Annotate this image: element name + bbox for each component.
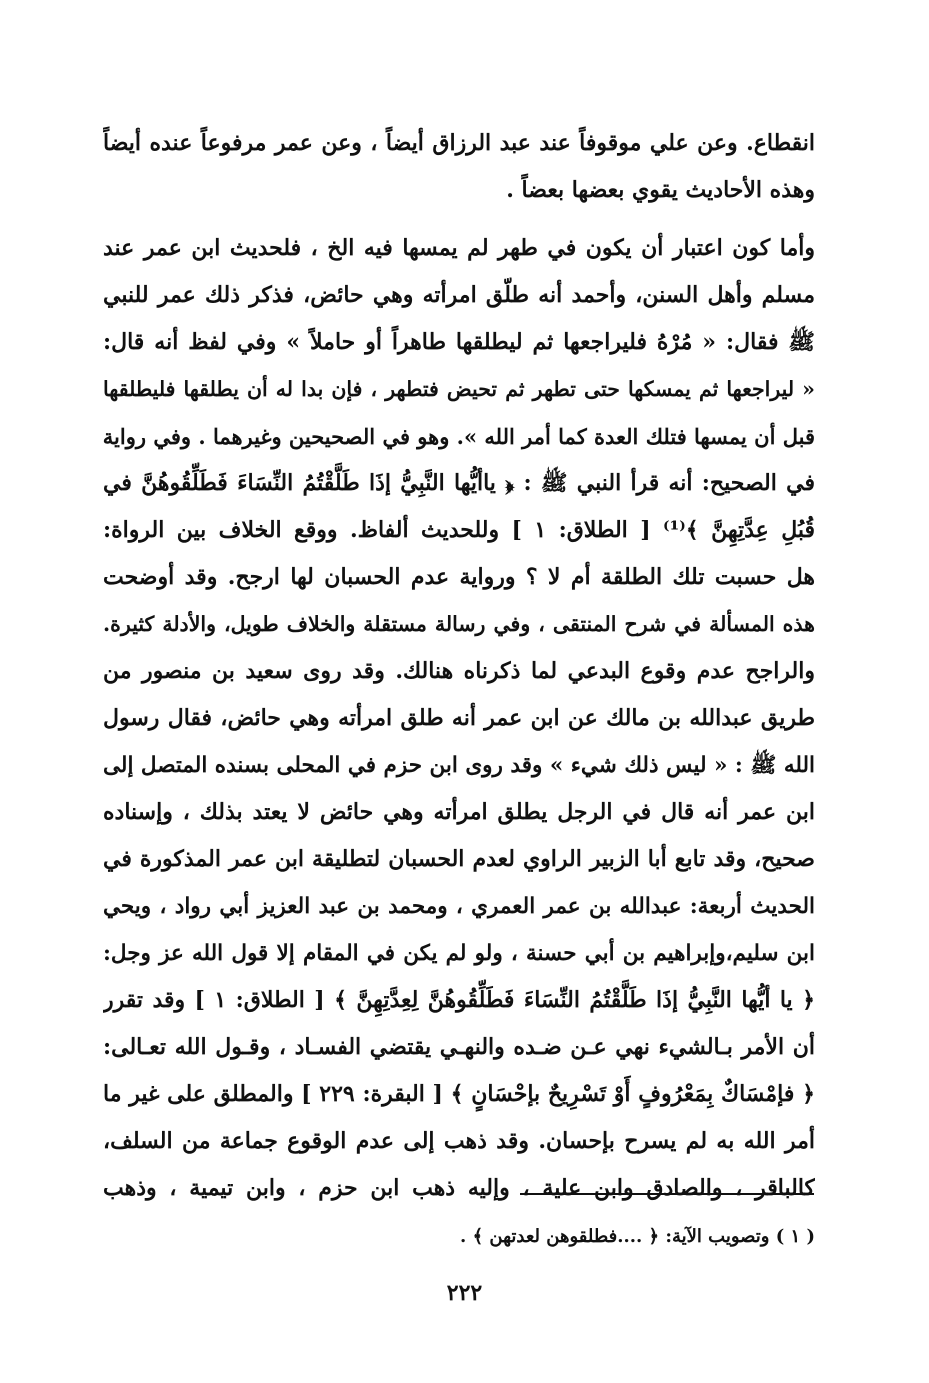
text-line: صحيح، وقد تابع أبا الزبير الراوي لعدم الحسبان لتطليقة ابن عمر المذكورة في bbox=[103, 846, 815, 872]
text-line: وأما كون اعتبار أن يكون في طهر لم يمسها فيه الخ ، فلحديث ابن عمر عند bbox=[103, 235, 815, 261]
text-line: مسلم وأهل السنن، وأحمد أنه طلّق امرأته وهي حائض، فذكر ذلك عمر للنبي bbox=[103, 282, 815, 308]
paragraph-1 bbox=[103, 120, 815, 214]
text-line: قبل أن يمسها فتلك العدة كما أمر الله ». وهو في الصحيحين وغيرهما . وفي رواية bbox=[103, 424, 815, 449]
text-line: ﴿ فإمْسَاكٌ بِمَعْرُوفٍ أَوْ تَسْرِيحٌ بإحْسَانٍ ﴾ [ البقرة: ٢٢٩ ] والمطلق على غير ما bbox=[103, 1081, 815, 1107]
text-line: « ليراجعها ثم يمسكها حتى تطهر ثم تحيض فتطهر ، فإن بدا له أن يطلقها فليطلقها bbox=[103, 377, 815, 401]
paragraph-2 bbox=[103, 225, 815, 1212]
main-text bbox=[103, 120, 815, 1212]
text-line: هل حسبت تلك الطلقة أم لا ؟ ورواية عدم الحسبان لها ارجح. وقد أوضحت bbox=[103, 564, 815, 590]
page-number: ٢٢٢ bbox=[446, 1280, 483, 1306]
text-line: انقطاع. وعن علي موقوفاً عند عبد الرزاق أيضاً ، وعن عمر مرفوعاً عنده أيضاً bbox=[103, 130, 815, 156]
text-line: أمر الله به لم يسرح بإحسان. وقد ذهب إلى عدم الوقوع جماعة من السلف، bbox=[103, 1128, 815, 1154]
text-line: والراجح عدم وقوع البدعي لما ذكرناه هنالك. وقد روى سعيد بن منصور من bbox=[103, 658, 815, 684]
text-line: ﷺ فقال: « مُرْهُ فليراجعها ثم ليطلقها طاهراً أو حاملاً » وفي لفظ أنه قال: bbox=[103, 329, 815, 355]
text-line: قُبُلِ عِدَّتِهِنَّ ﴾⁽¹⁾ [ الطلاق: ١ ] وللحديث ألفاظ. ووقع الخلاف بين الرواة: bbox=[103, 517, 815, 543]
text-line: كالباقر ، والصادق وابن علية ، وإليه ذهب ابن حزم ، وابن تيمية ، وذهب bbox=[103, 1175, 815, 1201]
text-line: الحديث أربعة: عبدالله بن عمر العمري ، ومحمد بن عبد العزيز أبي رواد ، ويحي bbox=[103, 894, 815, 919]
text-line: وهذه الأحاديث يقوي بعضها بعضاً . bbox=[506, 177, 815, 203]
text-line: هذه المسألة في شرح المنتقى ، وفي رسالة مستقلة والخلاف طويل، والأدلة كثيرة. bbox=[103, 612, 815, 636]
text-line: ابن عمر أنه قال في الرجل يطلق امرأته وهي حائض لا يعتد بذلك ، وإسناده bbox=[103, 799, 815, 825]
text-line: ابن سليم،وإبراهيم بن أبي حسنة ، ولو لم يكن في المقام إلا قول الله عز وجل: bbox=[103, 941, 815, 966]
text-line: ﴿ يا أيُّها النَّبِيُّ إذَا طَلَّقْتُمُ النِّسَاءَ فَطَلِّقُوهُنَّ لِعِدَّتِهِنَّ ﴾ [ الطلاق: ١ ] وقد تقرر bbox=[103, 987, 815, 1013]
text-line: أن الأمر بـالشيء نهي عـن ضـده والنهـي يقتضي الفسـاد ، وقـول الله تعـالى: bbox=[103, 1034, 815, 1060]
text-line: الله ﷺ : « ليس ذلك شيء » وقد روى ابن حزم في المحلى بسنده المتصل إلى bbox=[103, 753, 815, 778]
footnote: ( ١ ) وتصويب الآية: ﴿ ....فطلقوهن لعدتهن ﴾ . bbox=[460, 1226, 815, 1247]
footnote-divider bbox=[520, 1193, 814, 1195]
text-line: طريق عبدالله بن مالك عن ابن عمر أنه طلق امرأته وهي حائض، فقال رسول bbox=[103, 705, 815, 731]
text-line: في الصحيح: أنه قرأ النبي ﷺ : ﴿ ياأيُّها النَّبِيُّ إذَا طَلَّقْتُمُ النِّسَاءَ فَطَلِّقُوهُنَّ في bbox=[103, 470, 815, 496]
